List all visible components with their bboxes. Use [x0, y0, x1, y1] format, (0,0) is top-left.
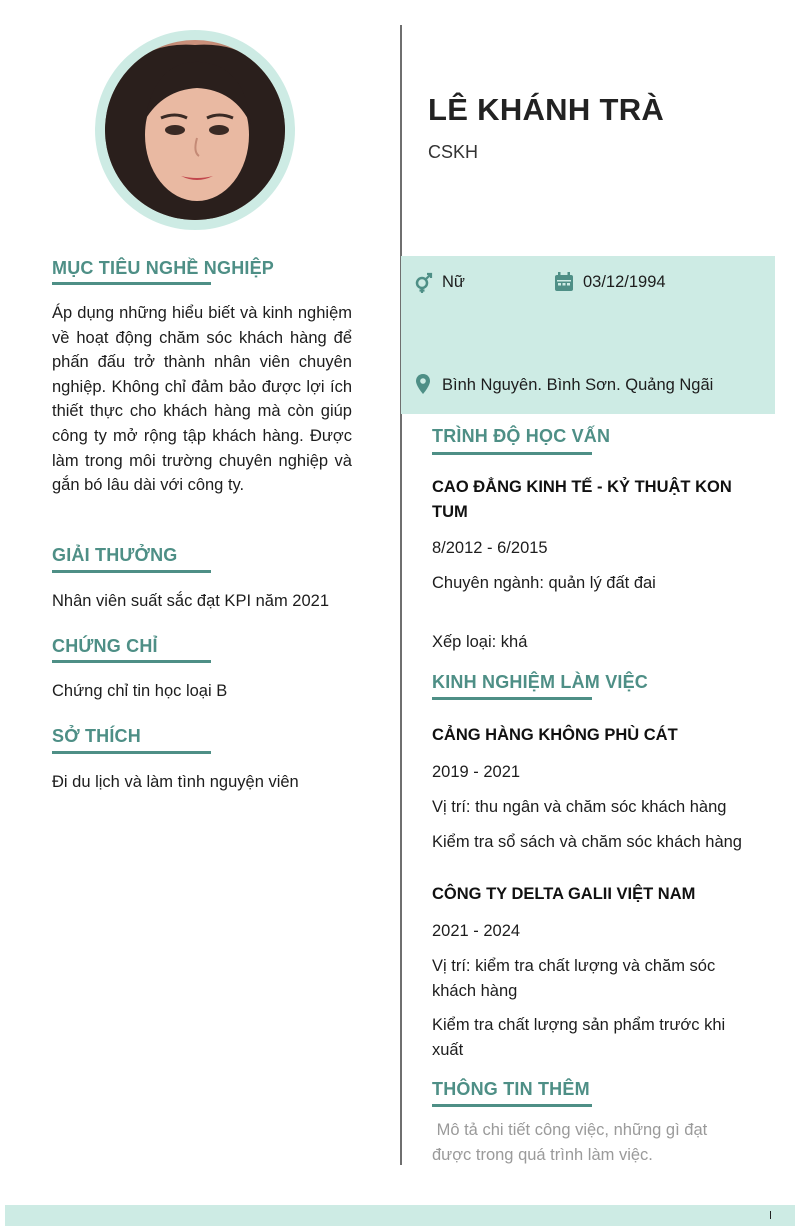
awards-underline	[52, 570, 211, 573]
job-company: CÔNG TY DELTA GALII VIỆT NAM	[432, 885, 696, 903]
education-major: Chuyên ngành: quản lý đất đai	[432, 574, 656, 592]
avatar	[105, 40, 285, 220]
gender-icon	[413, 272, 435, 294]
position-title: CSKH	[428, 142, 479, 162]
experience-title: KINH NGHIỆM LÀM VIỆC	[432, 672, 649, 692]
education-underline	[432, 452, 592, 455]
hobbies-underline	[52, 751, 211, 754]
extra-info-text[interactable]: Mô tả chi tiết công việc, những gì đạt được trong quá trình làm việc.	[432, 1121, 712, 1164]
column-divider	[400, 25, 402, 1165]
avatar-frame	[95, 30, 295, 230]
address-value: Bình Nguyên. Bình Sơn. Quảng Ngãi	[442, 376, 714, 394]
education-grade: Xếp loại: khá	[432, 633, 528, 651]
hobbies-title: SỞ THÍCH	[52, 726, 141, 746]
job-description: Kiểm tra chất lượng sản phẩm trước khi xuất	[432, 1016, 726, 1059]
full-name: LÊ KHÁNH TRÀ	[428, 92, 665, 127]
birthdate-value: 03/12/1994	[583, 273, 666, 291]
education-school: CAO ĐẲNG KINH TẾ - KỶ THUẬT KON TUM	[432, 478, 732, 521]
certificates-title: CHỨNG CHỈ	[52, 636, 158, 656]
job-role: Vị trí: thu ngân và chăm sóc khách hàng	[432, 798, 727, 816]
objective-underline	[52, 282, 211, 285]
personal-info-panel	[401, 256, 775, 414]
footer-mark	[770, 1211, 771, 1219]
job-period: 2019 - 2021	[432, 763, 521, 781]
objective-title: MỤC TIÊU NGHỀ NGHIỆP	[52, 258, 275, 278]
map-pin-icon	[412, 373, 434, 395]
certificates-text: Chứng chỉ tin học loại B	[52, 682, 228, 700]
certificates-underline	[52, 660, 211, 663]
job-period: 2021 - 2024	[432, 922, 521, 940]
experience-underline	[432, 697, 592, 700]
avatar-portrait	[105, 40, 285, 220]
objective-text: Áp dụng những hiểu biết và kinh nghiệm về hoạt động chăm sóc khách hàng để phấn đấu trở thành nhân viên chuyên nghiệp. Không chỉ đảm bảo được lợi ích thiết thực cho khách hàng mà còn giúp công ty mở rộng tập khách hàng. Được làm trong môi trường chuyên nghiệp và gắn bó lâu dài với công ty.	[52, 304, 352, 495]
extra-info-title: THÔNG TIN THÊM	[432, 1079, 590, 1099]
education-period: 8/2012 - 6/2015	[432, 539, 548, 557]
awards-text: Nhân viên suất sắc đạt KPI năm 2021	[52, 592, 330, 610]
gender-value: Nữ	[442, 273, 465, 291]
extra-info-underline	[432, 1104, 592, 1107]
job-company: CẢNG HÀNG KHÔNG PHÙ CÁT	[432, 726, 678, 744]
job-description: Kiểm tra sổ sách và chăm sóc khách hàng	[432, 833, 742, 851]
hobbies-text: Đi du lịch và làm tình nguyện viên	[52, 773, 299, 791]
calendar-icon	[553, 271, 575, 293]
education-title: TRÌNH ĐỘ HỌC VẤN	[432, 426, 611, 446]
job-role: Vị trí: kiểm tra chất lượng và chăm sóc khách hàng	[432, 957, 716, 1000]
awards-title: GIẢI THƯỞNG	[52, 545, 178, 565]
footer-bar	[5, 1205, 795, 1226]
